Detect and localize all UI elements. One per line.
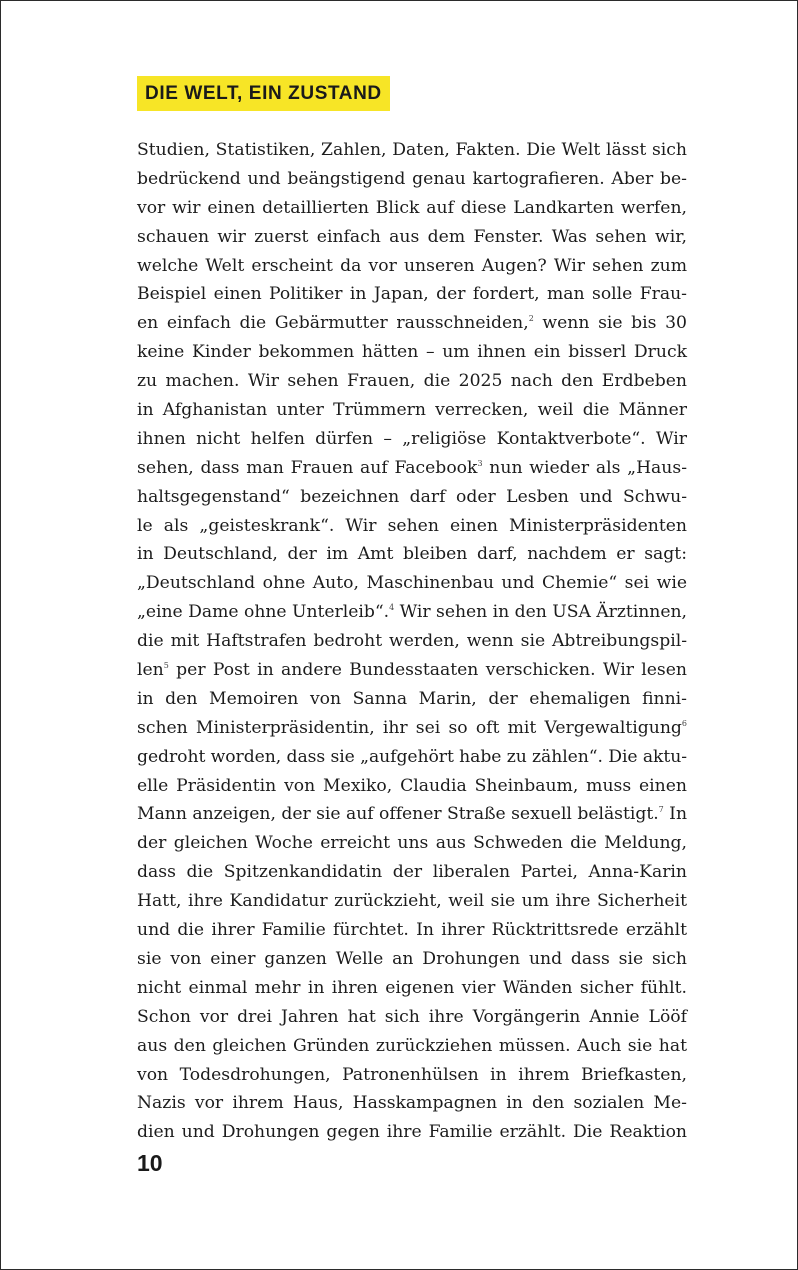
footnote-marker: 3 (477, 458, 483, 468)
page-number: 10 (137, 1150, 163, 1176)
text-line: Schon vor drei Jahren hat sich ihre Vorgängerin Annie Lööf (137, 1006, 687, 1027)
footnote-marker: 7 (658, 805, 664, 815)
text-line: sie von einer ganzen Welle an Drohungen und dass sie sich (137, 948, 687, 969)
text-segment: wenn sie bis 30 (533, 313, 687, 334)
text-line: aus den gleichen Gründen zurückziehen müssen. Auch sie hat (137, 1035, 687, 1056)
text-line (137, 309, 687, 338)
text-segment: len (137, 660, 164, 681)
text-line: nicht einmal mehr in ihren eigenen vier Wänden sicher fühlt. (137, 977, 687, 998)
text-segment: per Post in andere Bundesstaaten verschicken. Wir lesen (168, 660, 687, 681)
text-segment: Wir sehen in den USA Ärztinnen, (394, 602, 688, 623)
text-line (137, 454, 687, 483)
text-line: von Todesdrohungen, Patronenhülsen in ihrem Briefkasten, (137, 1064, 687, 1085)
text-line: le als „geisteskrank“. Wir sehen einen Ministerpräsidenten (137, 515, 687, 536)
footnote-marker: 5 (163, 661, 169, 671)
text-line: zu machen. Wir sehen Frauen, die 2025 nach den Erdbeben (137, 371, 687, 392)
text-line: Studien, Statistiken, Zahlen, Daten, Fakten. Die Welt lässt sich (137, 140, 687, 160)
text-segment: schen Ministerpräsidentin, ihr sei so oft mit Vergewaltigung (137, 717, 682, 738)
text-line: „Deutschland ohne Auto, Maschinenbau und Chemie“ sei wie (137, 573, 687, 594)
text-line: der gleichen Woche erreicht uns aus Schweden die Meldung, (137, 833, 687, 854)
footnote-marker: 6 (681, 718, 687, 728)
text-line: Hatt, ihre Kandidatur zurückzieht, weil sie um ihre Sicherheit (137, 891, 687, 912)
text-line (137, 598, 687, 627)
text-line: Nazis vor ihrem Haus, Hasskampagnen in den sozialen Me- (137, 1093, 687, 1114)
text-line: gedroht worden, dass sie „aufgehört habe zu zählen“. Die aktu- (137, 746, 687, 767)
text-line: in Afghanistan unter Trümmern verrecken, weil die Männer (137, 400, 687, 421)
text-line (137, 800, 687, 829)
text-line: keine Kinder bekommen hätten – um ihnen ein bisserl Druck (137, 342, 687, 363)
text-segment: en einfach die Gebärmutter rausschneiden, (137, 313, 529, 334)
text-line: schauen wir zuerst einfach aus dem Fenster. Was sehen wir, (137, 226, 687, 247)
text-line: vor wir einen detaillierten Blick auf diese Landkarten werfen, (137, 197, 687, 218)
body-paragraph (137, 136, 687, 1147)
text-segment: „eine Dame ohne Unterleib“. (137, 602, 390, 623)
text-segment: Mann anzeigen, der sie auf offener Straße sexuell belästigt. (137, 804, 659, 825)
text-segment: In (663, 804, 688, 825)
text-line: die mit Haftstrafen bedroht werden, wenn sie Abtreibungspil- (137, 631, 687, 652)
text-segment: nun wieder als „Haus- (482, 457, 688, 478)
text-line: haltsgegenstand“ bezeichnen darf oder Lesben und Schwu- (137, 486, 687, 507)
text-line (137, 656, 687, 685)
text-line: welche Welt erscheint da vor unseren Augen? Wir sehen zum (137, 255, 687, 276)
footnote-marker: 2 (528, 314, 534, 324)
chapter-heading: DIE WELT, EIN ZUSTAND (137, 76, 390, 111)
text-line: Beispiel einen Politiker in Japan, der fordert, man solle Frau- (137, 284, 687, 305)
text-line: in den Memoiren von Sanna Marin, der ehemaligen finni- (137, 688, 687, 709)
text-line (137, 714, 687, 743)
text-line: ihnen nicht helfen dürfen – „religiöse Kontaktverbote“. Wir (137, 428, 687, 449)
text-line: dien und Drohungen gegen ihre Familie erzählt. Die Reaktion (137, 1122, 687, 1143)
text-segment: sehen, dass man Frauen auf Facebook (137, 457, 478, 478)
text-line: elle Präsidentin von Mexiko, Claudia Sheinbaum, muss einen (137, 775, 687, 796)
footnote-marker: 4 (389, 603, 395, 613)
text-line: dass die Spitzenkandidatin der liberalen Partei, Anna-Karin (137, 862, 687, 883)
text-line: und die ihrer Familie fürchtet. In ihrer Rücktrittsrede erzählt (137, 920, 687, 941)
text-line: in Deutschland, der im Amt bleiben darf, nachdem er sagt: (137, 544, 687, 565)
text-line: bedrückend und beängstigend genau kartografieren. Aber be- (137, 168, 687, 189)
